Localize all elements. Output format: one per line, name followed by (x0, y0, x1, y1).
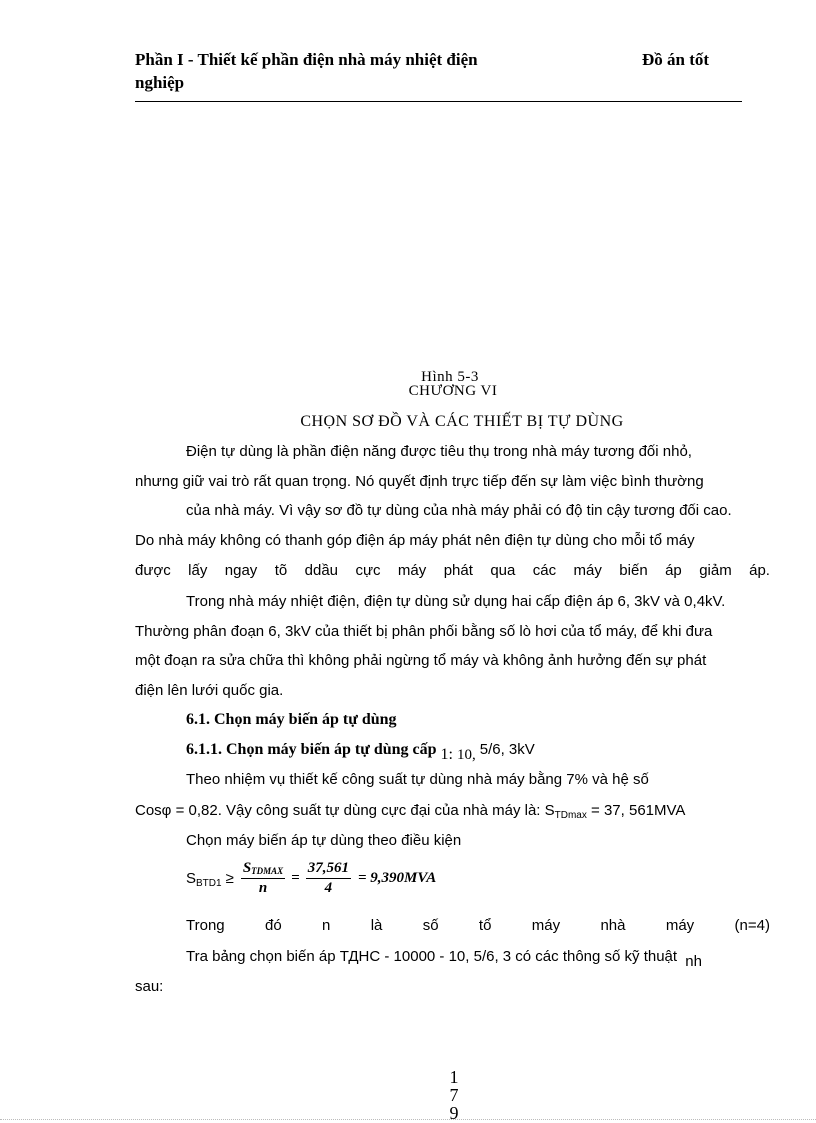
justified-word: cực (355, 562, 381, 579)
subsection-heading-voltage-a: 10, (457, 747, 476, 763)
subsection-heading-bold: 6.1.1. Chọn máy biến áp tự dùng cấp (186, 741, 437, 758)
paragraph-line: Thường phân đoạn 6, 3kV của thiết bị phân phối bằng số lò hơi của tổ máy, để khi đưa (135, 623, 713, 640)
footer-dotted-rule (0, 1119, 816, 1120)
justified-word: là (370, 917, 383, 934)
figure-caption: Hình 5-3 (421, 369, 479, 385)
justified-word: ngay (224, 562, 258, 579)
paragraph-line: Điện tự dùng là phần điện năng được tiêu thụ trong nhà máy tương đối nhỏ, (186, 443, 692, 460)
formula-numerator (241, 860, 285, 879)
formula-lhs-subscript: BTD1 (196, 878, 222, 889)
calc-subscript: TDmax (554, 810, 587, 821)
paragraph-line: Do nhà máy không có thanh góp điện áp máy phát nên điện tự dùng cho mỗi tổ máy (135, 532, 695, 549)
justified-word: các (532, 562, 557, 579)
justified-word: máy (397, 562, 427, 579)
justified-word: phát (443, 562, 473, 579)
paragraph-line: nhưng giữ vai trò rất quan trọng. Nó quyết định trực tiếp đến sự làm việc bình thường (135, 473, 704, 490)
justified-word: giảm (699, 562, 732, 579)
header-right: Đồ án tốt (642, 50, 710, 69)
paragraph-line-justified (135, 562, 770, 579)
justified-word: áp. (749, 562, 770, 579)
subsection-heading-voltage-b: 5/6, 3kV (479, 741, 535, 758)
formula-numerator-subscript: TDMAX (251, 866, 284, 876)
justified-word: (n=4) (734, 917, 770, 934)
chapter-title: CHỌN SƠ ĐỒ VÀ CÁC THIẾT BỊ TỰ DÙNG (300, 413, 624, 430)
header-title: Phần I - Thiết kế phần điện nhà máy nhiệt điện (135, 50, 478, 69)
justified-word: được (135, 562, 171, 579)
section-heading: 6.1. Chọn máy biến áp tự dùng (186, 711, 397, 728)
justified-word: qua (490, 562, 516, 579)
justified-word: áp (665, 562, 682, 579)
justified-word: tổ (478, 917, 492, 934)
calc-line (135, 802, 685, 819)
paragraph-line: của nhà máy. Vì vậy sơ đồ tự dùng của nhà máy phải có độ tin cậy tương đối cao. (186, 502, 732, 519)
formula-lhs-symbol: S (186, 870, 197, 887)
justified-word: tõ (274, 562, 288, 579)
formula-denominator-value: 4 (324, 880, 333, 896)
justified-word: biến (619, 562, 648, 579)
calc-text-tail: nh (685, 953, 702, 970)
justified-word: số (422, 917, 439, 934)
page-number-digit: 1 (449, 1067, 459, 1087)
calc-text: Cosφ = 0,82. Vậy công suất tự dùng cực đại của nhà máy là: S (135, 802, 555, 819)
paragraph-line: điện lên lưới quốc gia. (135, 682, 284, 699)
chapter-number: CHƯƠNG VI (408, 383, 498, 399)
page-number (444, 1068, 464, 1122)
formula-denominator: n (258, 880, 268, 896)
formula-numerator-value: 37,561 (306, 860, 351, 879)
formula (186, 860, 436, 897)
formula-fraction-values (306, 860, 351, 897)
calc-line: Chọn máy biến áp tự dùng theo điều kiện (186, 832, 462, 849)
justified-word: lấy (188, 562, 208, 579)
calc-text: Tra bảng chọn biến áp ТДНС - 10000 - 10, 5/6, 3 có các thông số kỹ thuật (186, 948, 678, 965)
justified-word: máy (573, 562, 602, 579)
paragraph-line: một đoạn ra sửa chữa thì không phải ngừng tổ máy và không ảnh hưởng đến sự phát (135, 652, 707, 669)
justified-word: n (322, 917, 331, 934)
justified-word: ddầu (304, 562, 339, 579)
header-rule (135, 101, 742, 102)
justified-word: đó (264, 917, 282, 934)
subsection-heading (186, 741, 535, 763)
justified-word: nhà (600, 917, 626, 934)
calc-line: sau: (135, 978, 164, 995)
justified-word: máy (665, 917, 695, 934)
header-title-continued: nghiệp (135, 73, 185, 92)
justified-word: Trong (186, 917, 225, 934)
formula-eq: = (291, 870, 300, 886)
formula-lhs (186, 870, 222, 887)
justified-word: máy (531, 917, 561, 934)
formula-numerator-symbol: S (242, 860, 252, 876)
page-number-digit: 9 (449, 1103, 459, 1123)
formula-fraction (241, 860, 285, 897)
calc-text: = 37, 561MVA (586, 802, 686, 819)
formula-result: = 9,390MVA (357, 870, 437, 886)
subsection-heading-level: 1: (440, 746, 453, 763)
calc-line (186, 948, 702, 970)
calc-line: Theo nhiệm vụ thiết kế công suất tự dùng nhà máy bằng 7% và hệ số (186, 771, 649, 788)
formula-ge: ≥ (225, 870, 234, 887)
paragraph-line: Trong nhà máy nhiệt điện, điện tự dùng sử dụng hai cấp điện áp 6, 3kV và 0,4kV. (186, 593, 726, 610)
page-number-digit: 7 (449, 1085, 459, 1105)
calc-line-justified (186, 917, 770, 934)
